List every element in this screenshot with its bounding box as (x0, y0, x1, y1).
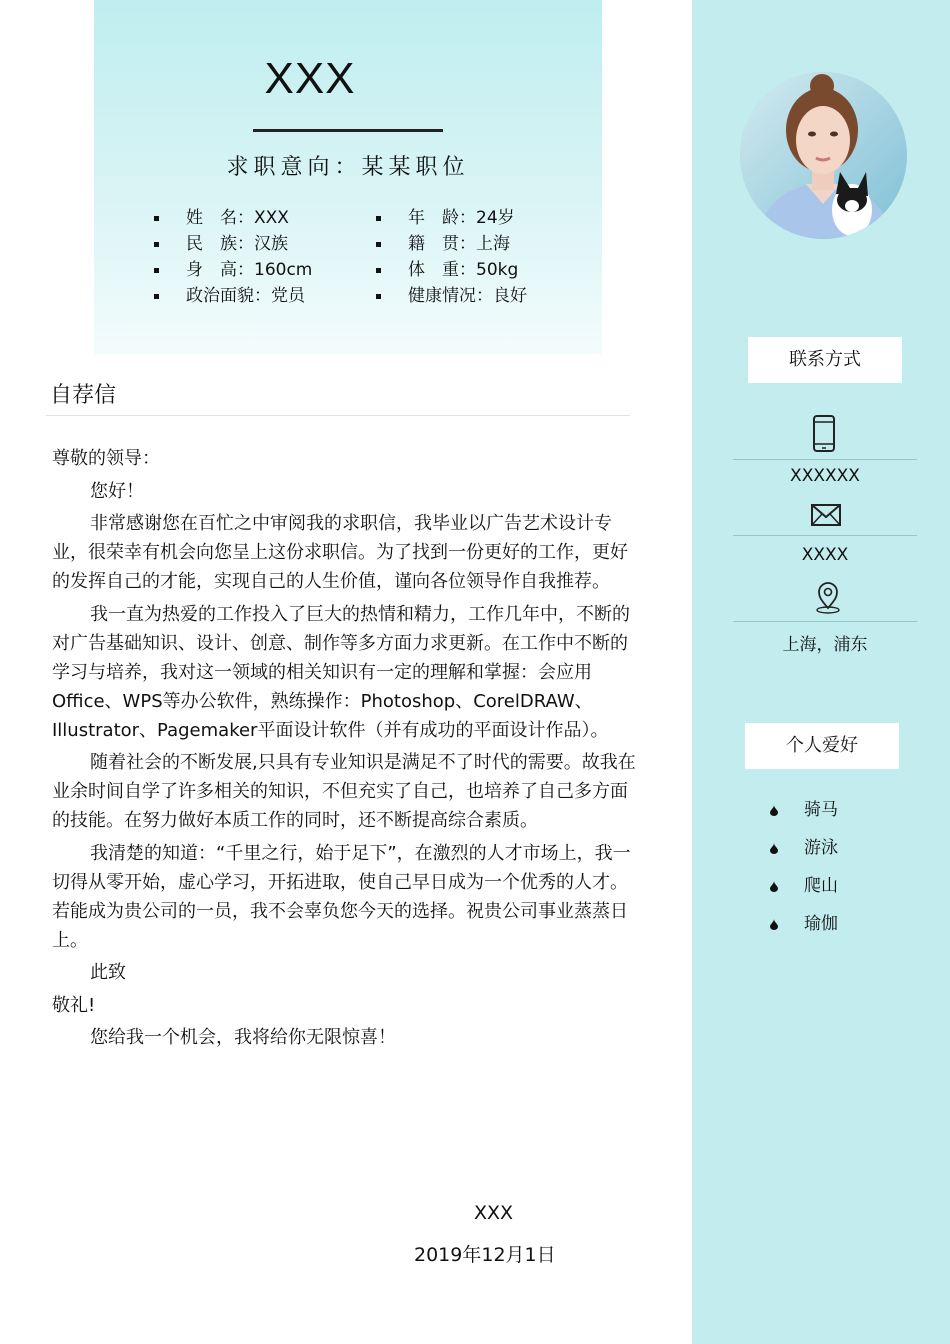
letter-paragraph: 我一直为热爱的工作投入了巨大的热情和精力，工作几年中，不断的对广告基础知识、设计、创意、制作等多方面力求更新。在工作中不断的学习与培养，我对这一领域的相关知识有一定的理解和掌握：会应用Office、WPS等办公软件，熟练操作：Photoshop、CorelDRAW、Illustrator、Pagemaker平面设计软件（并有成功的平面设计作品）。 (52, 603, 630, 741)
info-item: 年 龄：24岁 (376, 205, 527, 231)
drop-bullet-icon (770, 919, 778, 930)
letter-closing: 此致 (90, 962, 126, 983)
candidate-name: XXX (264, 54, 356, 103)
name-underline (253, 129, 443, 132)
hobby-label: 游泳 (804, 838, 838, 858)
letter-greeting: 尊敬的领导： (52, 448, 160, 469)
letter-paragraph: 随着社会的不断发展,只具有专业知识是满足不了时代的需要。故我在业余时间自学了许多相关的知识，不但充实了自己，也培养了自己多方面的技能。在努力做好本质工作的同时，还不断提高综合素质。 (52, 752, 636, 831)
info-item: 籍 贯：上海 (376, 231, 527, 257)
email-icon (811, 504, 841, 526)
phone-value: XXXXXX (790, 466, 860, 486)
contact-section-title: 联系方式 (748, 337, 902, 383)
drop-bullet-icon (770, 805, 778, 816)
location-value: 上海，浦东 (782, 635, 868, 655)
hobby-label: 爬山 (804, 876, 838, 896)
hobby-label: 骑马 (804, 800, 838, 820)
drop-bullet-icon (770, 881, 778, 892)
info-item: 健康情况：良好 (376, 283, 527, 309)
info-item: 体 重：50kg (376, 257, 527, 283)
letter-paragraph: 我清楚的知道：“千里之行，始于足下”，在激烈的人才市场上，我一切得从零开始，虚心学习，开拓进取，使自己早日成为一个优秀的人才。若能成为贵公司的一员，我不会辜负您今天的选择。祝贵公司事业蒸蒸日上。 (52, 842, 631, 951)
phone-icon (812, 415, 836, 453)
drop-bullet-icon (770, 843, 778, 854)
letter-final-line: 您给我一个机会，我将给你无限惊喜！ (90, 1027, 396, 1048)
email-value: XXXX (801, 545, 849, 565)
hobby-section-title: 个人爱好 (745, 723, 899, 769)
hobby-item (770, 796, 838, 834)
letter-title: 自荐信 (50, 383, 117, 408)
signature-name: XXX (474, 1202, 514, 1224)
contact-divider (733, 621, 917, 622)
letter-divider (46, 415, 630, 416)
avatar (740, 72, 907, 239)
info-item: 政治面貌：党员 (154, 283, 312, 309)
letter-paragraph: 非常感谢您在百忙之中审阅我的求职信，我毕业以广告艺术设计专业，很荣幸有机会向您呈上这份求职信。为了找到一份更好的工作，更好的发挥自己的才能，实现自己的人生价值，谨向各位领导作自我推荐。 (52, 513, 628, 592)
hobby-item (770, 834, 838, 872)
letter-body (52, 444, 638, 1056)
letter-hello: 您好！ (90, 480, 144, 502)
location-pin-icon (814, 582, 842, 614)
info-item: 民 族：汉族 (154, 231, 312, 257)
basic-info-right (376, 205, 527, 309)
hobby-item (770, 872, 838, 910)
contact-divider (733, 535, 917, 536)
hobby-label: 瑜伽 (804, 914, 838, 934)
hobby-list (770, 796, 838, 948)
signature-date: 2019年12月1日 (414, 1244, 556, 1266)
letter-salute: 敬礼! (52, 994, 96, 1016)
contact-divider (733, 459, 917, 460)
basic-info-left (154, 205, 312, 309)
info-item: 身 高：160cm (154, 257, 312, 283)
info-item: 姓 名：XXX (154, 205, 312, 231)
job-intent: 求职意向：某某职位 (226, 155, 470, 180)
hobby-item (770, 910, 838, 948)
